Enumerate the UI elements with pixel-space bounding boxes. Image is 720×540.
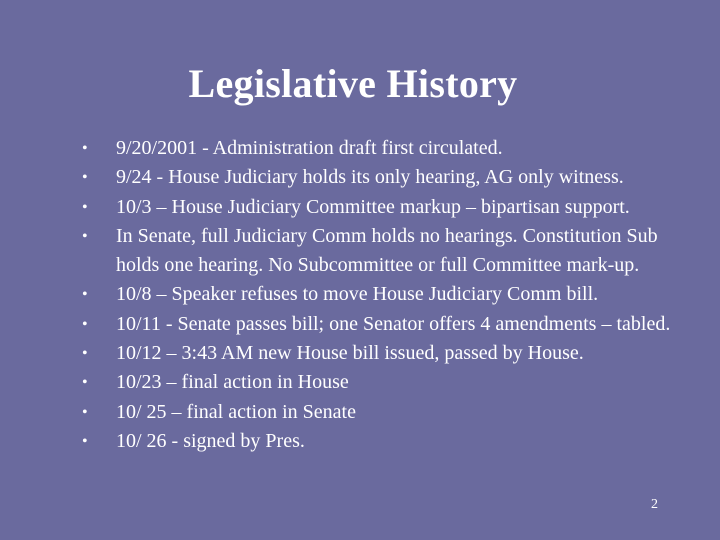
bullet-icon: • bbox=[82, 432, 88, 450]
bullet-text: 10/12 – 3:43 AM new House bill issued, passed by House. bbox=[116, 342, 584, 365]
bullet-icon: • bbox=[82, 227, 88, 245]
bullet-icon: • bbox=[82, 315, 88, 333]
bullet-item bbox=[80, 427, 690, 456]
bullet-text: 9/24 - House Judiciary holds its only hearing, AG only witness. bbox=[116, 166, 624, 189]
bullet-item bbox=[80, 310, 690, 339]
bullet-text: 9/20/2001 - Administration draft first circulated. bbox=[116, 137, 503, 159]
bullet-item bbox=[80, 193, 690, 222]
bullet-item bbox=[80, 134, 690, 163]
bullet-icon: • bbox=[82, 198, 88, 216]
bullet-list bbox=[80, 134, 690, 456]
bullet-text: 10/ 26 - signed by Pres. bbox=[116, 429, 305, 452]
bullet-item bbox=[80, 163, 690, 192]
bullet-icon: • bbox=[82, 169, 88, 187]
bullet-text: 10/23 – final action in House bbox=[116, 371, 349, 394]
bullet-text: 10/3 – House Judiciary Committee markup – bipartisan support. bbox=[116, 195, 630, 218]
bullet-text: 10/11 - Senate passes bill; one Senator offers 4 amendments – tabled. bbox=[116, 312, 671, 335]
bullet-item bbox=[80, 222, 690, 281]
page-number: 2 bbox=[651, 497, 658, 512]
bullet-icon: • bbox=[82, 374, 88, 392]
bullet-icon: • bbox=[82, 286, 88, 304]
bullet-text: 10/8 – Speaker refuses to move House Judiciary Comm bill. bbox=[116, 283, 599, 306]
bullet-item bbox=[80, 280, 690, 309]
bullet-item bbox=[80, 368, 690, 397]
bullet-item bbox=[80, 339, 690, 368]
bullet-text: In Senate, full Judiciary Comm holds no hearings. Constitution Sub holds one hearing. No Subcommittee or full Committee mark-up. bbox=[116, 224, 658, 277]
bullet-item bbox=[80, 398, 690, 427]
slide-title: Legislative History bbox=[188, 61, 518, 106]
bullet-icon: • bbox=[82, 140, 88, 157]
bullet-icon: • bbox=[82, 403, 88, 421]
bullet-text: 10/ 25 – final action in Senate bbox=[116, 400, 356, 423]
bullet-icon: • bbox=[82, 345, 88, 363]
